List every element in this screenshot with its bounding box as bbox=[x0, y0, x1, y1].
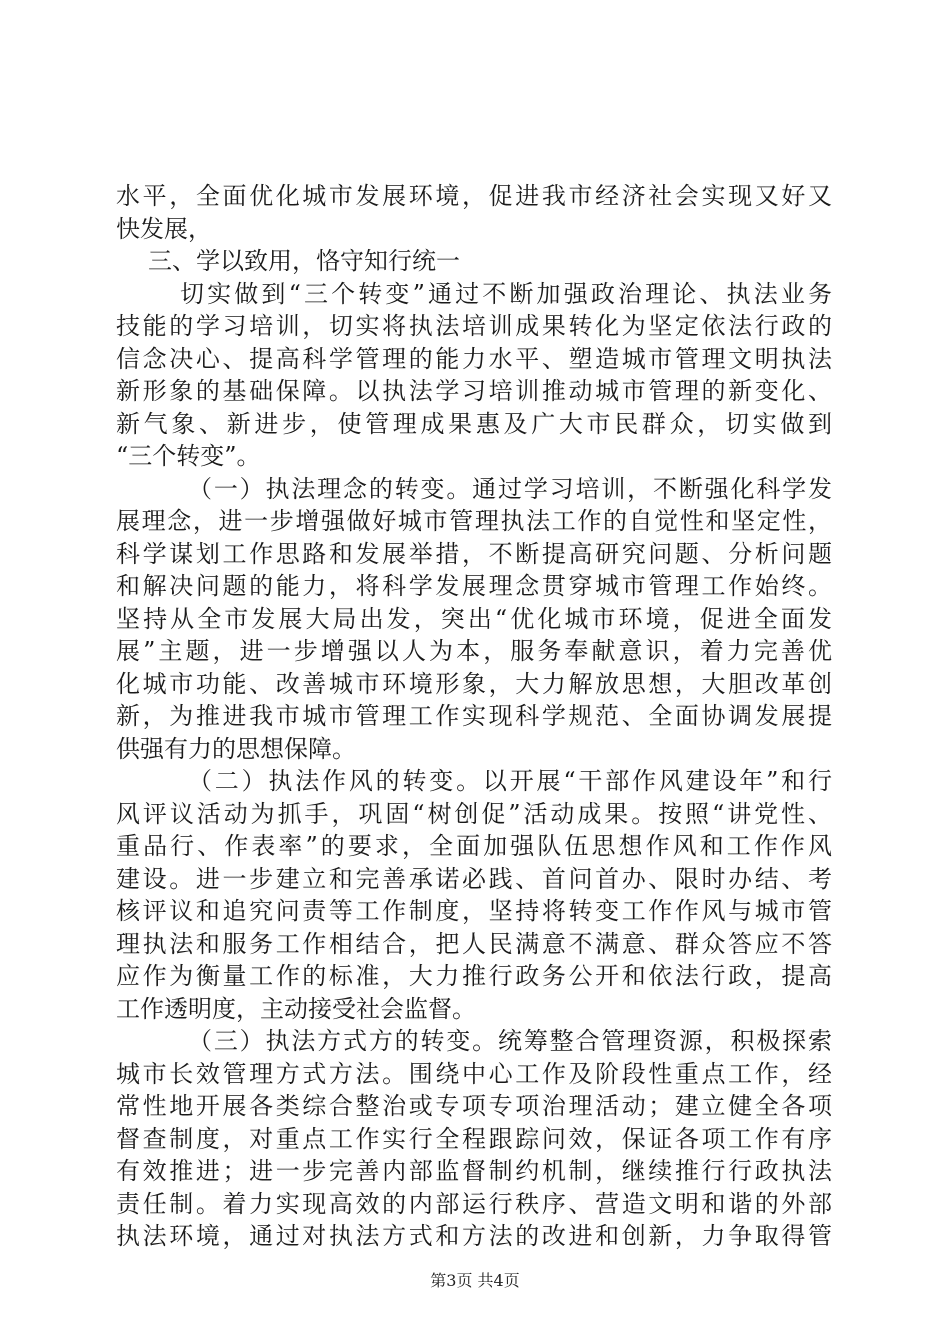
text-line: 水平，全面优化城市发展环境，促进我市经济社会实现又好又 bbox=[116, 182, 832, 210]
text-line: 展理念，进一步增强做好城市管理执法工作的自觉性和坚定性， bbox=[116, 507, 832, 535]
text-line: 风评议活动为抓手，巩固“树创促”活动成果。按照“讲党性、 bbox=[116, 799, 832, 828]
document-body bbox=[116, 180, 832, 1253]
text-line: 执法环境，通过对执法方式和方法的改进和创新，力争取得管 bbox=[116, 1222, 832, 1250]
text-line: 建设。进一步建立和完善承诺必践、首问首办、限时办结、考 bbox=[116, 864, 832, 893]
text-line: （三）执法方式方的转变。统筹整合管理资源，积极探索 bbox=[188, 1027, 832, 1055]
text-line: 常性地开展各类综合整治或专项专项治理活动；建立健全各项 bbox=[116, 1092, 832, 1120]
section-heading: 三、学以致用，恪守知行统一 bbox=[148, 247, 460, 275]
page-number: 第3页 共4页 bbox=[430, 1271, 520, 1290]
text-line: 和解决问题的能力，将科学发展理念贯穿城市管理工作始终。 bbox=[116, 572, 832, 600]
text-line: 展”主题，进一步增强以人为本，服务奉献意识，着力完善优 bbox=[116, 637, 832, 665]
text-line: 快发展， bbox=[116, 214, 212, 243]
text-line: 供强有力的思想保障。 bbox=[116, 734, 356, 763]
text-line: “三个转变”。 bbox=[116, 442, 261, 470]
text-line: 信念决心、提高科学管理的能力水平、塑造城市管理文明执法 bbox=[116, 344, 832, 373]
text-line: 工作透明度，主动接受社会监督。 bbox=[116, 994, 476, 1023]
text-line: 重品行、作表率”的要求，全面加强队伍思想作风和工作作风 bbox=[116, 832, 832, 860]
text-line: 有效推进；进一步完善内部监督制约机制，继续推行行政执法 bbox=[116, 1157, 832, 1185]
text-line: 坚持从全市发展大局出发，突出“优化城市环境，促进全面发 bbox=[116, 604, 832, 633]
text-line: 理执法和服务工作相结合，把人民满意不满意、群众答应不答 bbox=[116, 929, 832, 958]
text-line: 科学谋划工作思路和发展举措，不断提高研究问题、分析问题 bbox=[116, 539, 832, 568]
text-line: 督查制度，对重点工作实行全程跟踪问效，保证各项工作有序 bbox=[116, 1124, 832, 1153]
text-line: 新气象、新进步，使管理成果惠及广大市民群众，切实做到 bbox=[116, 409, 832, 438]
text-line: 新形象的基础保障。以执法学习培训推动城市管理的新变化、 bbox=[116, 377, 832, 405]
text-line: 化城市功能、改善城市环境形象，大力解放思想，大胆改革创 bbox=[116, 669, 832, 698]
text-line: （一）执法理念的转变。通过学习培训，不断强化科学发 bbox=[188, 474, 832, 503]
text-line: 城市长效管理方式方法。围绕中心工作及阶段性重点工作，经 bbox=[116, 1059, 832, 1088]
text-line: 新，为推进我市城市管理工作实现科学规范、全面协调发展提 bbox=[116, 702, 832, 730]
text-line: 应作为衡量工作的标准，大力推行政务公开和依法行政，提高 bbox=[116, 962, 832, 990]
text-line: 责任制。着力实现高效的内部运行秩序、营造文明和谐的外部 bbox=[116, 1189, 832, 1218]
text-line: 技能的学习培训，切实将执法培训成果转化为坚定依法行政的 bbox=[116, 312, 832, 340]
text-line: 切实做到“三个转变”通过不断加强政治理论、执法业务 bbox=[180, 279, 832, 308]
text-line: 核评议和追究问责等工作制度，坚持将转变工作作风与城市管 bbox=[116, 897, 832, 925]
text-line: （二）执法作风的转变。以开展“干部作风建设年”和行 bbox=[188, 767, 832, 795]
